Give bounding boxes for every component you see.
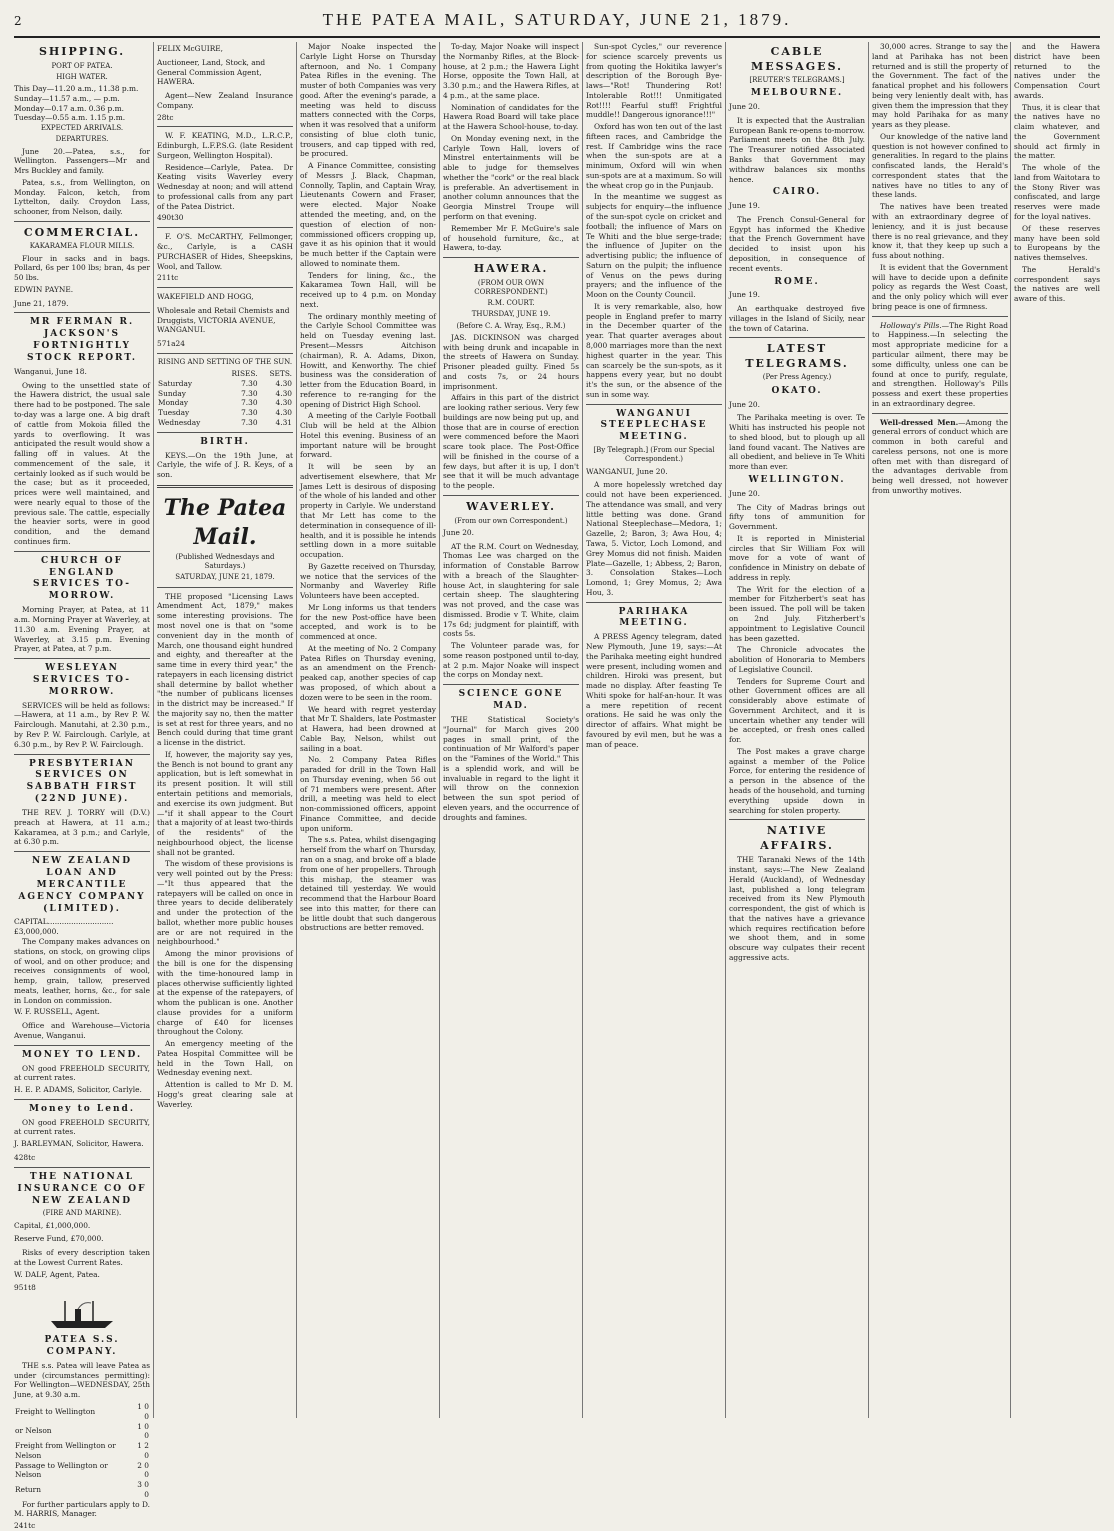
dalf-ref: 951t8 — [14, 1283, 36, 1293]
okato-heading: OKATO. — [771, 385, 823, 396]
news-paragraph: A meeting of the Carlyle Football Club will be held at the Albion Hotel this evening. Business of an important nature will be brought forward. — [300, 411, 436, 460]
news-paragraph: Nomination of candidates for the Hawera Road Board will take place at the Hawera School-house, to-day. — [443, 102, 579, 132]
rome-heading: ROME. — [774, 276, 820, 287]
news-paragraph: Of these reserves many have been sold to Europeans by the natives themselves. — [1014, 223, 1100, 263]
well-dressed-heading: Well-dressed Men. — [880, 417, 959, 427]
nz-loan-capital: CAPITAL............................£3,000,000. — [14, 917, 114, 937]
flour-mills-heading: KAKARAMEA FLOUR MILLS. — [29, 242, 135, 251]
news-paragraph: The natives have been treated with an extraordinary degree of leniency, and it is just because there is no real grievance, and they know it, that they keep up such a fuss about nothing. — [872, 202, 1008, 261]
mccarthy-ref: 211tc — [157, 273, 179, 283]
news-paragraph: It is evident that the Government will have to decide upon a definite policy as regards the West Coast, and the only policy which will ever bring peace is one of firmness. — [872, 262, 1008, 311]
presbyterian-text: THE REV. J. TORRY will (D.V.) preach at Hawera, at 11 a.m.; Kakaramea, at 3 p.m.; and Carlyle, at 6.30 p.m. — [14, 808, 150, 847]
wesleyan-text: SERVICES will be held as follows:—Hawera, at 11 a.m., by Rev P. W. Fairclough. Manutahi, at 2.30 p.m., by Rev P. W. Fairclough. Carlyle, at 6.30 p.m., by Rev P. W. Fairclough. — [14, 700, 150, 749]
news-paragraph: On Monday evening next, in the Carlyle Town Hall, lovers of Minstrel entertainments will be able to judge for themselves whether the "cork" or the real black is preferable. An advertisement in another column announces that the Georgia Minstrel Troupe will perform on that evening. — [443, 133, 579, 222]
payne-signature: EDWIN PAYNE. — [14, 284, 74, 294]
news-paragraph: 30,000 acres. Strange to say the land at Parihaka has not been returned and is still the property of the Government. The fact of the fanatical prophet and his followers being very leniently dealt with, has given them the impression that they may hold Parihaka for as many years as they please. — [872, 42, 1008, 130]
science-heading: SCIENCE GONE MAD. — [458, 689, 564, 712]
volunteer-text: The Volunteer parade was, for some reason postponed until to-day, at 2 p.m. Major Noake will inspect the corps on Monday next. — [443, 641, 579, 680]
news-paragraph: To-day, Major Noake will inspect the Normanby Rifles, at the Block-house, at 2 p.m.; the Hawera Light Horse, opposite the Town Hall, at 3.30 p.m.; and the Hawera Rifles, at 4 p.m., at the same place. — [443, 42, 579, 100]
leader-paragraph: The wisdom of these provisions is very well pointed out by the Press:—"It thus appeared that the ratepayers will be called on once in three years to decide deliberately and under the protection of the ballot, whether more public houses are or are not required in the neighbourhood." — [157, 859, 293, 947]
harris-ref: 241tc — [14, 1521, 36, 1531]
latest-telegrams-sub: (Per Press Agency.) — [762, 373, 832, 382]
keating-ref: 490t30 — [157, 213, 184, 223]
rm-court-before: (Before C. A. Wray, Esq., R.M.) — [456, 321, 566, 330]
money-text: ON good FREEHOLD SECURITY, at current rates. — [14, 1063, 150, 1083]
column-7 — [872, 42, 1008, 1418]
national-insurance-text: Risks of every description taken at the Lowest Current Rates. — [14, 1248, 150, 1267]
news-paragraph: Mr Long informs us that tenders for the new Post-office have been accepted, and work is to be commenced at once. — [300, 602, 436, 642]
wellington-paragraph: The Writ for the election of a member for Fitzherbert's seat has been issued. The poll will be taken on 2nd July. Fitzherbert's appointment to Legislative Council has been gazetted. — [729, 584, 865, 643]
rome-text: An earthquake destroyed five villages in the Island of Sicily, near the town of Catarina. — [729, 304, 865, 333]
cairo-text: The French Consul-General for Egypt has informed the Khedive that the French Government have decided to insist upon his deposition, in consequence of recent events. — [729, 214, 865, 273]
wakefield-ref: 571a24 — [157, 339, 185, 349]
well-dressed-text: —Among the general errors of conduct which are common in both careful and careless persons, not one is more often met with than disregard of the advantages derivable from being well dressed, not however from unworthy motives. — [872, 417, 1008, 495]
departures-text: June 20.—Patea, s.s., for Wellington. Passengers—Mr and Mrs Buckley and family. — [14, 146, 150, 176]
newspaper-heading: THE PATEA MAIL, SATURDAY, JUNE 21, 1879. — [322, 10, 792, 29]
news-paragraph: The Herald's correspondent says the natives are well aware of this. — [1014, 264, 1100, 304]
mcguire-agent: Agent—New Zealand Insurance Company. — [157, 91, 293, 110]
cairo-heading: CAIRO. — [772, 187, 822, 198]
well-dressed-advert — [872, 418, 1008, 496]
column-6 — [729, 42, 865, 1418]
mcguire-ref: 28tc — [157, 112, 174, 122]
okato-date: June 20. — [729, 399, 760, 409]
news-paragraph: In the meantime we suggest as subjects for enquiry—the influence of the sun-spot cycle on cricket and football; the influence of Mars on Te Whiti and the blue serge-trade; the influence of Jupiter on the advertising public; the influence of Saturn on the pulpit; the influence of Venus on the pews during prayers; and the influence of the Moon on the County Council. — [586, 192, 722, 300]
steamship-icon — [47, 1297, 117, 1331]
mcguire-sub: Auctioneer, Land, Stock, and General Commission Agent, HAWERA. — [157, 57, 266, 87]
sun-row: Sunday 7.30 4.30 — [158, 388, 292, 398]
steeplechase-sub: [By Telegraph.] (From our Special Correspondent.) — [593, 446, 715, 464]
wellington-paragraph: The Post makes a grave charge against a member of the Police Force, for entering the residence of a person in the absence of the heads of the household, and turning everything upside down in searching for stolen property. — [729, 746, 865, 815]
national-insurance-heading: THE NATIONAL INSURANCE CO OF NEW ZEALAND — [17, 1171, 147, 1206]
issue-date: SATURDAY, JUNE 21, 1879. — [175, 573, 275, 582]
okato-text: The Parihaka meeting is over. Te Whiti has instructed his people not to shed blood, but to plough up all land found vacant. The Natives are all obedient, and believe in Te Whiti more than ever. — [729, 413, 865, 472]
news-paragraph: By Gazette received on Thursday, we notice that the services of the Normanby and Waverley Rifle Volunteers have been accepted. — [300, 561, 436, 601]
news-paragraph: The s.s. Patea, whilst disengaging herself from the wharf on Thursday, ran on a snag, and broke off a blade from one of her propellers. Through this mishap, the steamer was detained till yesterday. We would recommend that the Harbour Board see into this matter, for there can be little doubt that such dangerous obstructions are better removed. — [300, 835, 436, 933]
melbourne-heading: MELBOURNE. — [750, 88, 844, 99]
sun-row: Tuesday 7.30 4.30 — [158, 408, 292, 418]
waverley-text: AT the R.M. Court on Wednesday, Thomas Lee was charged on the information of Constable Barrow with a breach of the Slaughter-house Act, in slaughtering for sale certain sheep. The slaughtering was not proved, and the case was dismissed. Brodie v T. White, claim 17s 6d; judgment for plaintiff, with costs 5s. — [443, 541, 579, 639]
parihaka-text: A PRESS Agency telegram, dated New Plymouth, June 19, says:—At the Parihaka meeting eight hundred were present, including women and children. Hiroki was present, but made no display. After feasting Te Whiti spoke for half-an-hour. It was a mere repetition of recent orations. He said he was only the director of affairs. What might be favoured by evil men, but he was a man of peace. — [586, 632, 722, 749]
rm-court-heading: R.M. COURT. — [487, 299, 535, 308]
masthead — [14, 6, 1100, 38]
high-water-heading: HIGH WATER. — [56, 72, 108, 81]
patea-ss-text: THE s.s. Patea will leave Patea as under (circumstances permitting): For Wellington—WEDNESDAY, 25th June, at 9.30 a.m. — [14, 1360, 150, 1400]
shipping-heading: SHIPPING. — [38, 45, 126, 58]
tide-table — [14, 84, 150, 123]
nz-loan-text: The Company makes advances on stations, on stock, on growing clips of wool, and on other produce; and receives consignments of wool, hemp, grain, tallow, preserved meats, leather, horns, &c., for sale in London on commission. — [14, 936, 150, 1005]
news-paragraph: The ordinary monthly meeting of the Carlyle School Committee was held on Tuesday evening last. Present—Messrs Aitchison (chairman), R. A. Adams, Dixon, Howitt, and Kenworthy. The chief business was the consideration of letter from the Education Board, in reference to re-ranging for the opening of District High School. — [300, 311, 436, 409]
sun-header-row: RISES. SETS. — [231, 369, 292, 379]
column-4 — [443, 42, 579, 1418]
column-8 — [1014, 42, 1100, 1418]
departures-heading: DEPARTURES. — [55, 135, 109, 144]
church-heading: CHURCH OF ENGLAND SERVICES TO-MORROW. — [33, 555, 131, 602]
news-paragraph: Thus, it is clear that the natives have no claim whatever, and the Government should act firmly in the matter. — [1014, 102, 1100, 161]
money-heading: MONEY TO LEND. — [21, 1049, 143, 1060]
dalf-signature: W. DALF, Agent, Patea. — [14, 1269, 100, 1279]
holloway-text: —The Right Road to Happiness.—In selecting the most appropriate medicine for a particular ailment, there may be some difficulty, unless one can be found at once to purify, regulate, and strengthen. Holloway's Pills possess and exert these properties in an extraordinary degree. — [872, 320, 1008, 408]
national-insurance-capital: Capital, £1,000,000. — [14, 1220, 91, 1230]
hawera-sub: (FROM OUR OWN CORRESPONDENT.) — [474, 278, 548, 296]
rome-date: June 19. — [729, 290, 760, 300]
hawera-heading: HAWERA. — [473, 262, 549, 276]
keating-text: Residence—Carlyle, Patea. Dr Keating visits Waverley every Wednesday at noon; and will attend to professional calls from any part of the Patea District. — [157, 162, 293, 211]
column-3 — [300, 42, 436, 1418]
freight-row: Freight to Wellington 1 0 0 — [15, 1402, 149, 1421]
latest-telegrams-heading: LATEST TELEGRAMS. — [745, 342, 849, 370]
wellington-date: June 20. — [729, 488, 760, 498]
tide-row: Sunday—11.57 a.m., — p.m. — [14, 93, 120, 103]
page-number: 2 — [14, 14, 22, 28]
news-paragraph: No. 2 Company Patea Rifles paraded for drill in the Town Hall on Thursday evening, when 56 out of 71 members were present. After drill, a meeting was held to elect non-commissioned officers, appoint Finance Committee, and decide upon uniform. — [300, 755, 436, 833]
cable-sub: [REUTER'S TELEGRAMS.] — [749, 76, 845, 85]
freight-row: Freight from Wellington or Nelson 1 2 0 — [15, 1441, 149, 1460]
birth-heading: BIRTH. — [200, 436, 250, 447]
patea-ss-heading: PATEA S.S. COMPANY. — [44, 1335, 120, 1358]
cairo-date: June 19. — [729, 201, 760, 211]
news-paragraph: It will be seen by an advertisement elsewhere, that Mr James Lett is desirous of disposing of the whole of his landed and other property in Carlyle. We understand that Mr Lett has come to the determination in consequence of ill-health, and it is possible he intends settling down in a more suitable occupation. — [300, 462, 436, 560]
wakefield-heading: WAKEFIELD AND HOGG, — [157, 292, 254, 302]
news-paragraph: At the meeting of No. 2 Company Patea Rifles on Thursday evening, as an amendment on the French-peaked cap, another species of cap was proposed, of which about a dozen were to be seen in the room. — [300, 643, 436, 702]
newspaper-nameplate: The Patea Mail. — [163, 494, 287, 550]
holloway-heading: Holloway's Pills. — [880, 320, 942, 330]
holloway-advert — [872, 321, 1008, 409]
waverley-date: June 20. — [443, 527, 474, 537]
port-heading: PORT OF PATEA. — [51, 61, 113, 70]
stock-report-date: Wanganui, June 18. — [14, 366, 87, 376]
waverley-heading: WAVERLEY. — [466, 500, 556, 514]
russell-office: Office and Warehouse—Victoria Avenue, Wanganui. — [14, 1021, 150, 1040]
freight-table — [14, 1402, 150, 1500]
publication-schedule: (Published Wednesdays and Saturdays.) — [175, 552, 275, 571]
commercial-heading: COMMERCIAL. — [23, 225, 141, 239]
freight-row: or Nelson 1 0 0 — [15, 1421, 149, 1441]
harris-text: For further particulars apply to D. M. HARRIS, Manager. — [14, 1499, 150, 1519]
wellington-paragraph: The Chronicle advocates the abolition of Honoraria to Members of Legislative Council. — [729, 645, 865, 674]
tide-row: Tuesday—0.55 a.m. 1.15 p.m. — [14, 113, 126, 123]
rm-court-text: JAS. DICKINSON was charged with being drunk and incapable in the streets of Hawera on Sunday. Prisoner pleaded guilty. Fined 5s and costs 7s, or 24 hours imprisonment. — [443, 332, 579, 391]
news-paragraph: Sun-spot Cycles," our reverence for science scarcely prevents us from quoting the Hokitika lawyer's description of the Borough Bye-laws—"Rot! Thundering Rot! Intolerable Rot!!! Unmitigated Rot!!!! Fearful stuff! Frightful muddle!! Dangerous ignorance!!!" — [586, 42, 722, 120]
news-paragraph: The whole of the land from Waitotara to the Stony River was confiscated, and large reserves were made for the loyal natives. — [1014, 163, 1100, 222]
flour-prices: Flour in sacks and in bags. Pollard, 6s per 100 lbs; bran, 4s per 50 lbs. — [14, 253, 150, 283]
freight-row: Return 3 0 0 — [15, 1480, 149, 1499]
page-columns — [14, 42, 1100, 1531]
birth-text: KEYS.—On the 19th June, at Carlyle, the wife of J. R. Keys, of a son. — [157, 450, 293, 480]
expected-arrivals-heading: EXPECTED ARRIVALS. — [40, 124, 124, 133]
sun-heading: RISING AND SETTING OF THE SUN. — [157, 357, 293, 366]
melbourne-date: June 20. — [729, 102, 760, 112]
wellington-paragraph: It is reported in Ministerial circles that Sir William Fox will move for a vote of want of confidence in Ministry on debate of address in reply. — [729, 533, 865, 582]
arrivals-text: Patea, s.s., from Wellington, on Monday. Falcon, ketch, from Lyttelton, daily. Croydon Lass, schooner, from Nelson, daily. — [14, 177, 150, 217]
national-insurance-sub: (FIRE AND MARINE). — [42, 1209, 122, 1218]
national-insurance-reserve: Reserve Fund, £70,000. — [14, 1234, 104, 1244]
melbourne-text: It is expected that the Australian European Bank re-opens to-morrow. Parliament meets on the 8th July. The Treasurer notified Associated Banks that Government may withdraw balances six months hence. — [729, 115, 865, 184]
nz-loan-heading: NEW ZEALAND LOAN AND MERCANTILE AGENCY COMPANY (LIMITED). — [18, 856, 146, 914]
affairs-text: Affairs in this part of the district are looking rather serious. Very few buildings are now being put up, and those that are in course of erection were commenced before the Maori scare took place. The Post-Office will be finished in the course of a few days, but after it is up, I don't see that it will be much advantage to the people. — [443, 393, 579, 491]
stock-report-text: Owing to the unsettled state of the Hawera district, the usual sale there had to be postponed. The sale to-day was a large one. A big draft of cattle from Mokoia filled the yards to overflowing. It was anticipated the result would show a falling off in values. At the commencement of the sale, it certainly looked as if such would be the case; but as it proceeded, prices were well maintained, and were nearly equal to those of the previous sale. The cattle, especially the heavier sorts, were in good condition, and the demand continues firm. — [14, 380, 150, 546]
money2-heading: Money to Lend. — [29, 1103, 135, 1114]
adams-signature: H. E. P. ADAMS, Solicitor, Carlyle. — [14, 1085, 142, 1095]
sun-table — [157, 369, 293, 428]
news-paragraph: Our knowledge of the native land question is not however confined to generalities. In regard to the plains confiscated lands, the Herald's correspondent states that the natives have no titles to any of these lands. — [872, 131, 1008, 200]
wesleyan-heading: WESLEYAN SERVICES TO-MORROW. — [33, 663, 131, 697]
column-2 — [157, 42, 293, 1418]
tide-row: This Day—11.20 a.m., 11.38 p.m. — [14, 83, 139, 93]
keating-heading: W. F. KEATING, M.D., L.R.C.P., Edinburgh, L.F.P.S.G. (late Resident Surgeon, Wellington Hospital). — [157, 131, 293, 160]
parihaka-heading: PARIHAKA MEETING. — [618, 606, 690, 629]
news-paragraph: We heard with regret yesterday that Mr T. Shalders, late Postmaster at Hawera, had been drowned at Cable Bay, Nelson, whilst out sailing in a boat. — [300, 704, 436, 753]
leader-paragraph: If, however, the majority say yes, the Bench is not bound to grant any application, but is left somewhat in its present position. It will still entertain petitions and memorials, and exercise its own judgment. But—"if it shall appear to the Court that a majority of at least two-thirds of the residents" of the neighbourhood object, the license shall not be granted. — [157, 749, 293, 857]
presbyterian-heading: PRESBYTERIAN SERVICES ON SABBATH FIRST (22ND JUNE). — [26, 758, 138, 805]
native-affairs-text: THE Taranaki News of the 14th instant, says:—The New Zealand Herald (Auckland), of Wednesday last, published a long telegram received from its New Plymouth correspondent, the gist of which is that the natives have a grievance which requires rectification before we shoot them, and in some obscure way culpates their recent aggressive acts. — [729, 855, 865, 962]
cable-heading: CABLE MESSAGES. — [751, 45, 843, 73]
news-paragraph: and the Hawera district have been returned to the natives under the Compensation Court awards. — [1014, 42, 1100, 100]
wellington-heading: WELLINGTON. — [748, 474, 846, 485]
stock-report-heading: MR FERMAN R. JACKSON'S FORTNIGHTLY STOCK REPORT. — [26, 317, 138, 364]
native-affairs-heading: NATIVE AFFAIRS. — [760, 824, 834, 852]
news-paragraph: Oxford has won ten out of the last fifteen races, and Cambridge the rest. If Cambridge wins the race when the sun-spots are at a minimum, Oxford will win when sun-spots are at a maximum. So will the wheat crop go in the Punjaub. — [586, 122, 722, 190]
wakefield-sub: Wholesale and Retail Chemists and Druggists, VICTORIA AVENUE, WANGANUI. — [157, 305, 290, 335]
news-paragraph: Tenders for lining, &c., the Kakaramea Town Hall, will be received up to 4 p.m. on Monday next. — [300, 270, 436, 309]
steeplechase-heading: WANGANUI STEEPLECHASE MEETING. — [600, 408, 708, 443]
barleyman-ref: 428tc — [14, 1152, 36, 1162]
leader-paragraph: Attention is called to Mr D. M. Hogg's great clearing sale at Waverley. — [157, 1080, 293, 1109]
mcguire-heading: FELIX McGUIRE, — [157, 44, 224, 53]
science-text: THE Statistical Society's "Journal" for March gives 200 pages in small print, of the continuation of Mr Walford's paper on the "Famines of the World." This is a splendid work, and will be invaluable in regard to the light it will throw on the connexion between the sun spot period of eleven years, and the occurrence of droughts and famines. — [443, 715, 579, 822]
money2-text: ON good FREEHOLD SECURITY, at current rates. — [14, 1117, 150, 1137]
leader-paragraph: Among the minor provisions of the bill is one for the dispensing with the time-honoured lamp in places otherwise sufficiently lighted at the expense of the ratepayers, of whom the publican is one. Another clause provides for a uniform charge of £40 for licenses throughout the Colony. — [157, 949, 293, 1037]
church-text: Morning Prayer, at Patea, at 11 a.m. Morning Prayer at Waverley, at 11.30 a.m. Evening Prayer, at Waverley, at 3.15 p.m. Evening Prayer, at Patea, at 7 p.m. — [14, 605, 150, 654]
sun-row: Wednesday 7.30 4.31 — [158, 417, 292, 427]
wellington-paragraph: Tenders for Supreme Court and other Government offices are all considerably above estimate of Government Architect, and it is uncertain whether any tender will be accepted, or fresh ones called for. — [729, 676, 865, 745]
barleyman-signature: J. BARLEYMAN, Solicitor, Hawera. — [14, 1139, 144, 1149]
news-paragraph: Major Noake inspected the Carlyle Light Horse on Thursday afternoon, and No. 1 Company Patea Rifles in the evening. The muster of both Companies was very good. After the evening's parade, a meeting was held to discuss matters connected with the Corps, when it was resolved that a uniform consisting of blue cloth tunic, trousers, and cap tipped with red, be procured. — [300, 42, 436, 159]
leader-paragraph: THE proposed "Licensing Laws Amendment Act, 1879," makes some interesting provisions. The most novel one is that on "some convenient day in the month of March, one thousand eight hundred and eighty, and thereafter at the same time in every third year," the ratepayers in each licensing district shall determine by ballot whether "the number of publicans licenses in the district may be increased." If the majority say no, then the matter is set at rest for three years, and no Bench could during that time grant a license in the district. — [157, 591, 293, 748]
steeplechase-text: A more hopelessly wretched day could not have been experienced. The attendance was small, and very little betting was done. Grand National Steeplechase—Medora, 1; Gazelle, 2; Baron, 3; Awa Hou, 4; Tawa, 5. Victor, Loch Lomond, and Grey Momus did not finish. Maiden Plate—Gazelle, 1; Abbess, 2; Baron, 3. Consolation Stakes—Loch Lomond, 1; Grey Momus, 2; Awa Hou, 3. — [586, 480, 722, 597]
wellington-paragraph: The City of Madras brings out fifty tons of ammunition for Government. — [729, 502, 865, 532]
russell-signature: W. F. RUSSELL, Agent. — [14, 1007, 100, 1017]
leader-paragraph: An emergency meeting of the Patea Hospital Committee will be held in the Town Hall, on Wednesday evening next. — [157, 1039, 293, 1078]
column-1 — [14, 42, 150, 1531]
freight-row: Passage to Wellington or Nelson 2 0 0 — [15, 1460, 149, 1480]
news-paragraph: Remember Mr F. McGuire's sale of household furniture, &c., at Hawera, to-day. — [443, 223, 579, 253]
tide-row: Monday—0.17 a.m. 0.36 p.m. — [14, 103, 124, 113]
column-5 — [586, 42, 722, 1418]
waverley-sub: (From our own Correspondent.) — [454, 516, 568, 525]
sun-row: Monday 7.30 4.30 — [158, 398, 292, 408]
payne-date: June 21, 1879. — [14, 298, 69, 308]
steeplechase-date: WANGANUI, June 20. — [586, 466, 668, 476]
rm-court-date: THURSDAY, JUNE 19. — [471, 310, 551, 319]
sun-row: Saturday 7.30 4.30 — [158, 378, 292, 388]
news-paragraph: It is very remarkable, also, how people in England prefer to marry in the December quarter of the year. That quarter averages about 8,000 marriages more than the next highest quarter in the year. This can scarcely be the sun-spots, as it happens every year, but no doubt it's the sun, or the absence of the sun in some way. — [586, 301, 722, 399]
news-paragraph: A Finance Committee, consisting of Messrs J. Black, Chapman, Connolly, Taplin, and Captain Wray, Lieutenants Cowern and Fraser, were elected. Major Noake attended the meeting, and, on the question of election of non-commissioned officers cropping up, gave it as his opinion that it would be much better if the Captain were allowed to nominate them. — [300, 161, 436, 268]
mccarthy-text: F. O'S. McCARTHY, Fellmonger, &c., Carlyle, is a CASH PURCHASER of Hides, Sheepskins, Wool, and Tallow. — [157, 232, 293, 271]
